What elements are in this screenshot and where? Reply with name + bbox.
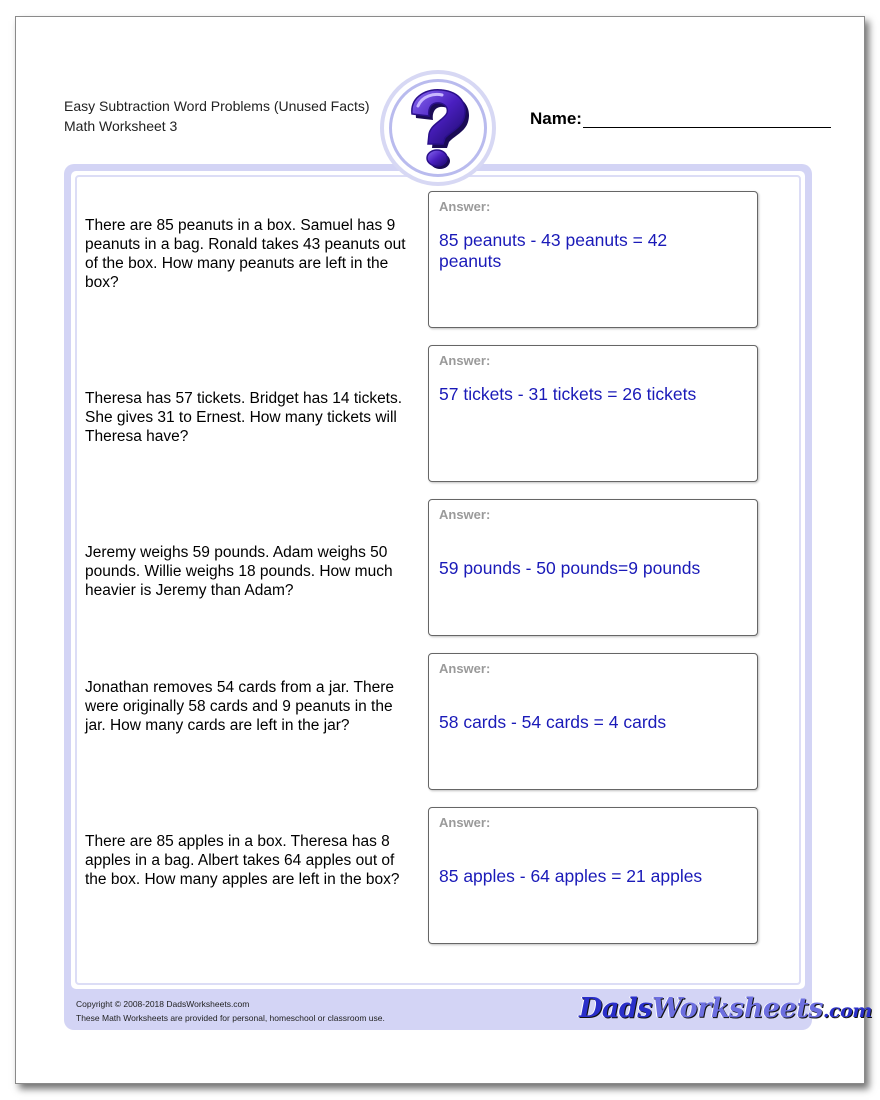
dadsworksheets-logo[interactable]: DadsWorksheets.com (579, 993, 872, 1024)
question-text: There are 85 apples in a box. Theresa has 8 apples in a bag. Albert takes 64 apples out of the box. How many apples are left in the box? (85, 833, 400, 888)
question-text: Theresa has 57 tickets. Bridget has 14 tickets. She gives 31 to Ernest. How many tickets will Theresa have? (85, 390, 403, 445)
answer-label: Answer: (439, 661, 491, 676)
answer-label: Answer: (439, 815, 491, 830)
question-text: There are 85 peanuts in a box. Samuel has 9 peanuts in a bag. Ronald takes 43 peanuts out of the box. How many peanuts are left in the box? (85, 217, 406, 291)
copyright-text: Copyright © 2008-2018 DadsWorksheets.com (76, 999, 250, 1009)
answer-text: 85 peanuts - 43 peanuts = 42 peanuts (439, 230, 668, 271)
question-text: Jeremy weighs 59 pounds. Adam weighs 50 pounds. Willie weighs 18 pounds. How much heavier is Jeremy than Adam? (85, 544, 393, 599)
answer-text: 58 cards - 54 cards = 4 cards (439, 712, 667, 732)
answer-box[interactable] (428, 653, 758, 790)
name-field-line (583, 127, 831, 128)
answer-box[interactable] (428, 807, 758, 944)
name-label: Name: (530, 109, 582, 128)
answer-box[interactable] (428, 345, 758, 482)
answer-box[interactable] (428, 499, 758, 636)
worksheet-title-block (64, 96, 370, 136)
worksheet-subtitle: Math Worksheet 3 (64, 118, 178, 134)
answer-text: 57 tickets - 31 tickets = 26 tickets (439, 384, 697, 404)
question-mark-emblem (380, 70, 496, 186)
answer-text: 85 apples - 64 apples = 21 apples (439, 866, 703, 886)
worksheet-title: Easy Subtraction Word Problems (Unused Facts) (64, 98, 370, 114)
answer-label: Answer: (439, 353, 491, 368)
answer-box[interactable] (428, 191, 758, 328)
answer-label: Answer: (439, 199, 491, 214)
answer-label: Answer: (439, 507, 491, 522)
answer-text: 59 pounds - 50 pounds=9 pounds (439, 558, 701, 578)
question-mark-icon (398, 84, 478, 174)
usage-notice: These Math Worksheets are provided for personal, homeschool or classroom use. (76, 1013, 385, 1023)
question-text: Jonathan removes 54 cards from a jar. There were originally 58 cards and 9 peanuts in the jar. How many cards are left in the jar? (85, 679, 395, 734)
